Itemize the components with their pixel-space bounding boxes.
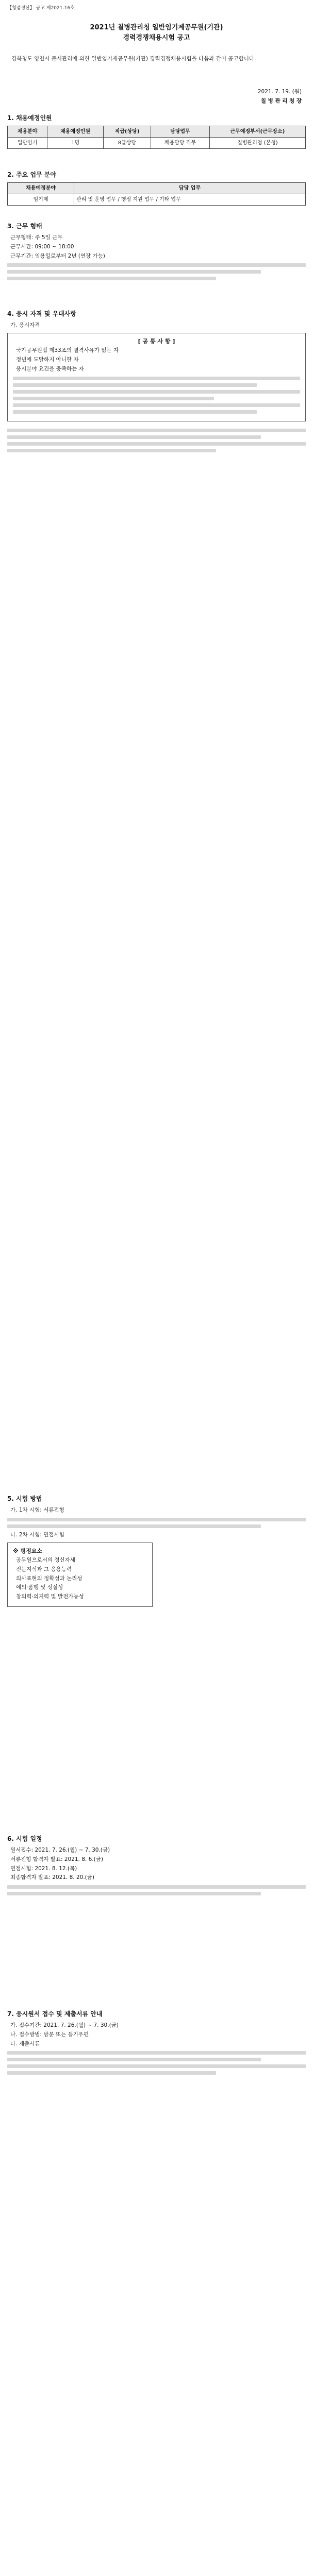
list-item: 근무시간: 09:00 ~ 18:00	[10, 243, 74, 250]
table-header: 직급(상당)	[103, 126, 151, 138]
list-item: 가. 접수기간: 2021. 7. 26.(월) ~ 7. 30.(금)	[10, 2022, 119, 2028]
section-2	[7, 170, 306, 206]
section-1	[7, 113, 306, 149]
section-3	[7, 222, 306, 283]
list-item: 근무형태: 주 5일 근무	[10, 234, 63, 241]
box-title: ※ 평정요소	[13, 1547, 43, 1554]
section-4	[7, 309, 306, 455]
table-cell: 8급상당	[103, 138, 151, 149]
section-6-title: 6. 시험 일정	[7, 1835, 42, 1842]
section-5	[7, 1494, 306, 1607]
notice-title	[77, 23, 236, 43]
list-item: 응시분야 요건을 충족하는 자	[16, 365, 84, 372]
evaluation-box	[7, 1543, 153, 1607]
list-item: 정년에 도달하지 아니한 자	[16, 357, 79, 363]
list-item: 근무기간: 임용일로부터 2년 (연장 가능)	[10, 252, 105, 259]
title-line-1: 2021년 칠병관리청 일반임기제공무원(기관)	[90, 24, 223, 31]
table-header: 담당 업무	[74, 183, 306, 194]
signer: 칠 병 관 리 청 장	[260, 97, 302, 104]
list-item: 창의력·의지력 및 발전가능성	[16, 1594, 84, 1600]
notice-date: 2021. 7. 19. (월)	[257, 89, 302, 95]
list-item: 면접시험: 2021. 8. 12.(목)	[10, 1865, 77, 1872]
recruit-table	[7, 126, 306, 149]
list-item: 서류전형 합격자 발표: 2021. 8. 6.(금)	[10, 1856, 103, 1862]
table-header: 근무예정부서(근무장소)	[209, 126, 305, 138]
section-6	[7, 1834, 306, 1899]
list-item: 예의·품행 및 성실성	[16, 1584, 63, 1591]
table-header: 채용예정분야	[8, 183, 74, 194]
title-line-2: 경력경쟁채용시험 공고	[123, 33, 190, 42]
table-cell: 관리 및 운영 업무 / 행정 지원 업무 / 기타 업무	[74, 194, 306, 206]
table-cell: 일반임기	[8, 138, 47, 149]
section-4-title: 4. 응시 자격 및 우대사항	[7, 310, 76, 317]
table-header: 채용예정인원	[47, 126, 104, 138]
intro-paragraph: 경북청도 영천시 문서관리에 의한 일반임기제공무원(기관) 경력경쟁채용시험을 다음과 같이 공고합니다.	[11, 56, 256, 62]
list-item: 나. 접수방법: 방문 또는 등기우편	[10, 2031, 89, 2038]
list-item: 가. 1차 시험: 서류전형	[10, 1507, 64, 1513]
common-requirements-box	[7, 333, 306, 421]
section-5-title: 5. 시험 방법	[7, 1495, 42, 1502]
list-item: 원서접수: 2021. 7. 26.(월) ~ 7. 30.(금)	[10, 1847, 110, 1853]
duty-table	[7, 182, 306, 206]
section-4-subtitle: 가. 응시자격	[10, 322, 40, 328]
section-3-title: 3. 근무 형태	[7, 223, 42, 230]
list-item: 다. 제출서류	[10, 2040, 40, 2047]
list-item: 최종합격자 발표: 2021. 8. 20.(금)	[10, 1874, 95, 1881]
table-cell: 1명	[47, 138, 104, 149]
table-header: 채용분야	[8, 126, 47, 138]
list-item: 전문지식과 그 응용능력	[16, 1566, 72, 1572]
section-7	[7, 2009, 306, 2078]
date-signature	[258, 88, 302, 106]
header-note: 【청렴경산】 공고 제2021-16호	[7, 6, 75, 11]
table-cell: 채용담당 직무	[151, 138, 210, 149]
table-cell: 임기제	[8, 194, 74, 206]
list-item: 공무원으로서의 정신자세	[16, 1557, 75, 1563]
box-title: [ 공 통 사 항 ]	[138, 337, 175, 345]
list-item: 국가공무원법 제33조의 결격사유가 없는 자	[16, 347, 119, 354]
section-2-title: 2. 주요 업무 분야	[7, 171, 56, 178]
table-cell: 칠병관리청 (본청)	[209, 138, 305, 149]
section-1-title: 1. 채용예정인원	[7, 114, 52, 122]
section-7-title: 7. 응시원서 접수 및 제출서류 안내	[7, 2010, 103, 2018]
list-item: 의사표현의 정확성과 논리성	[16, 1575, 83, 1582]
table-header: 담당업무	[151, 126, 210, 138]
list-item: 나. 2차 시험: 면접시험	[10, 1531, 64, 1538]
